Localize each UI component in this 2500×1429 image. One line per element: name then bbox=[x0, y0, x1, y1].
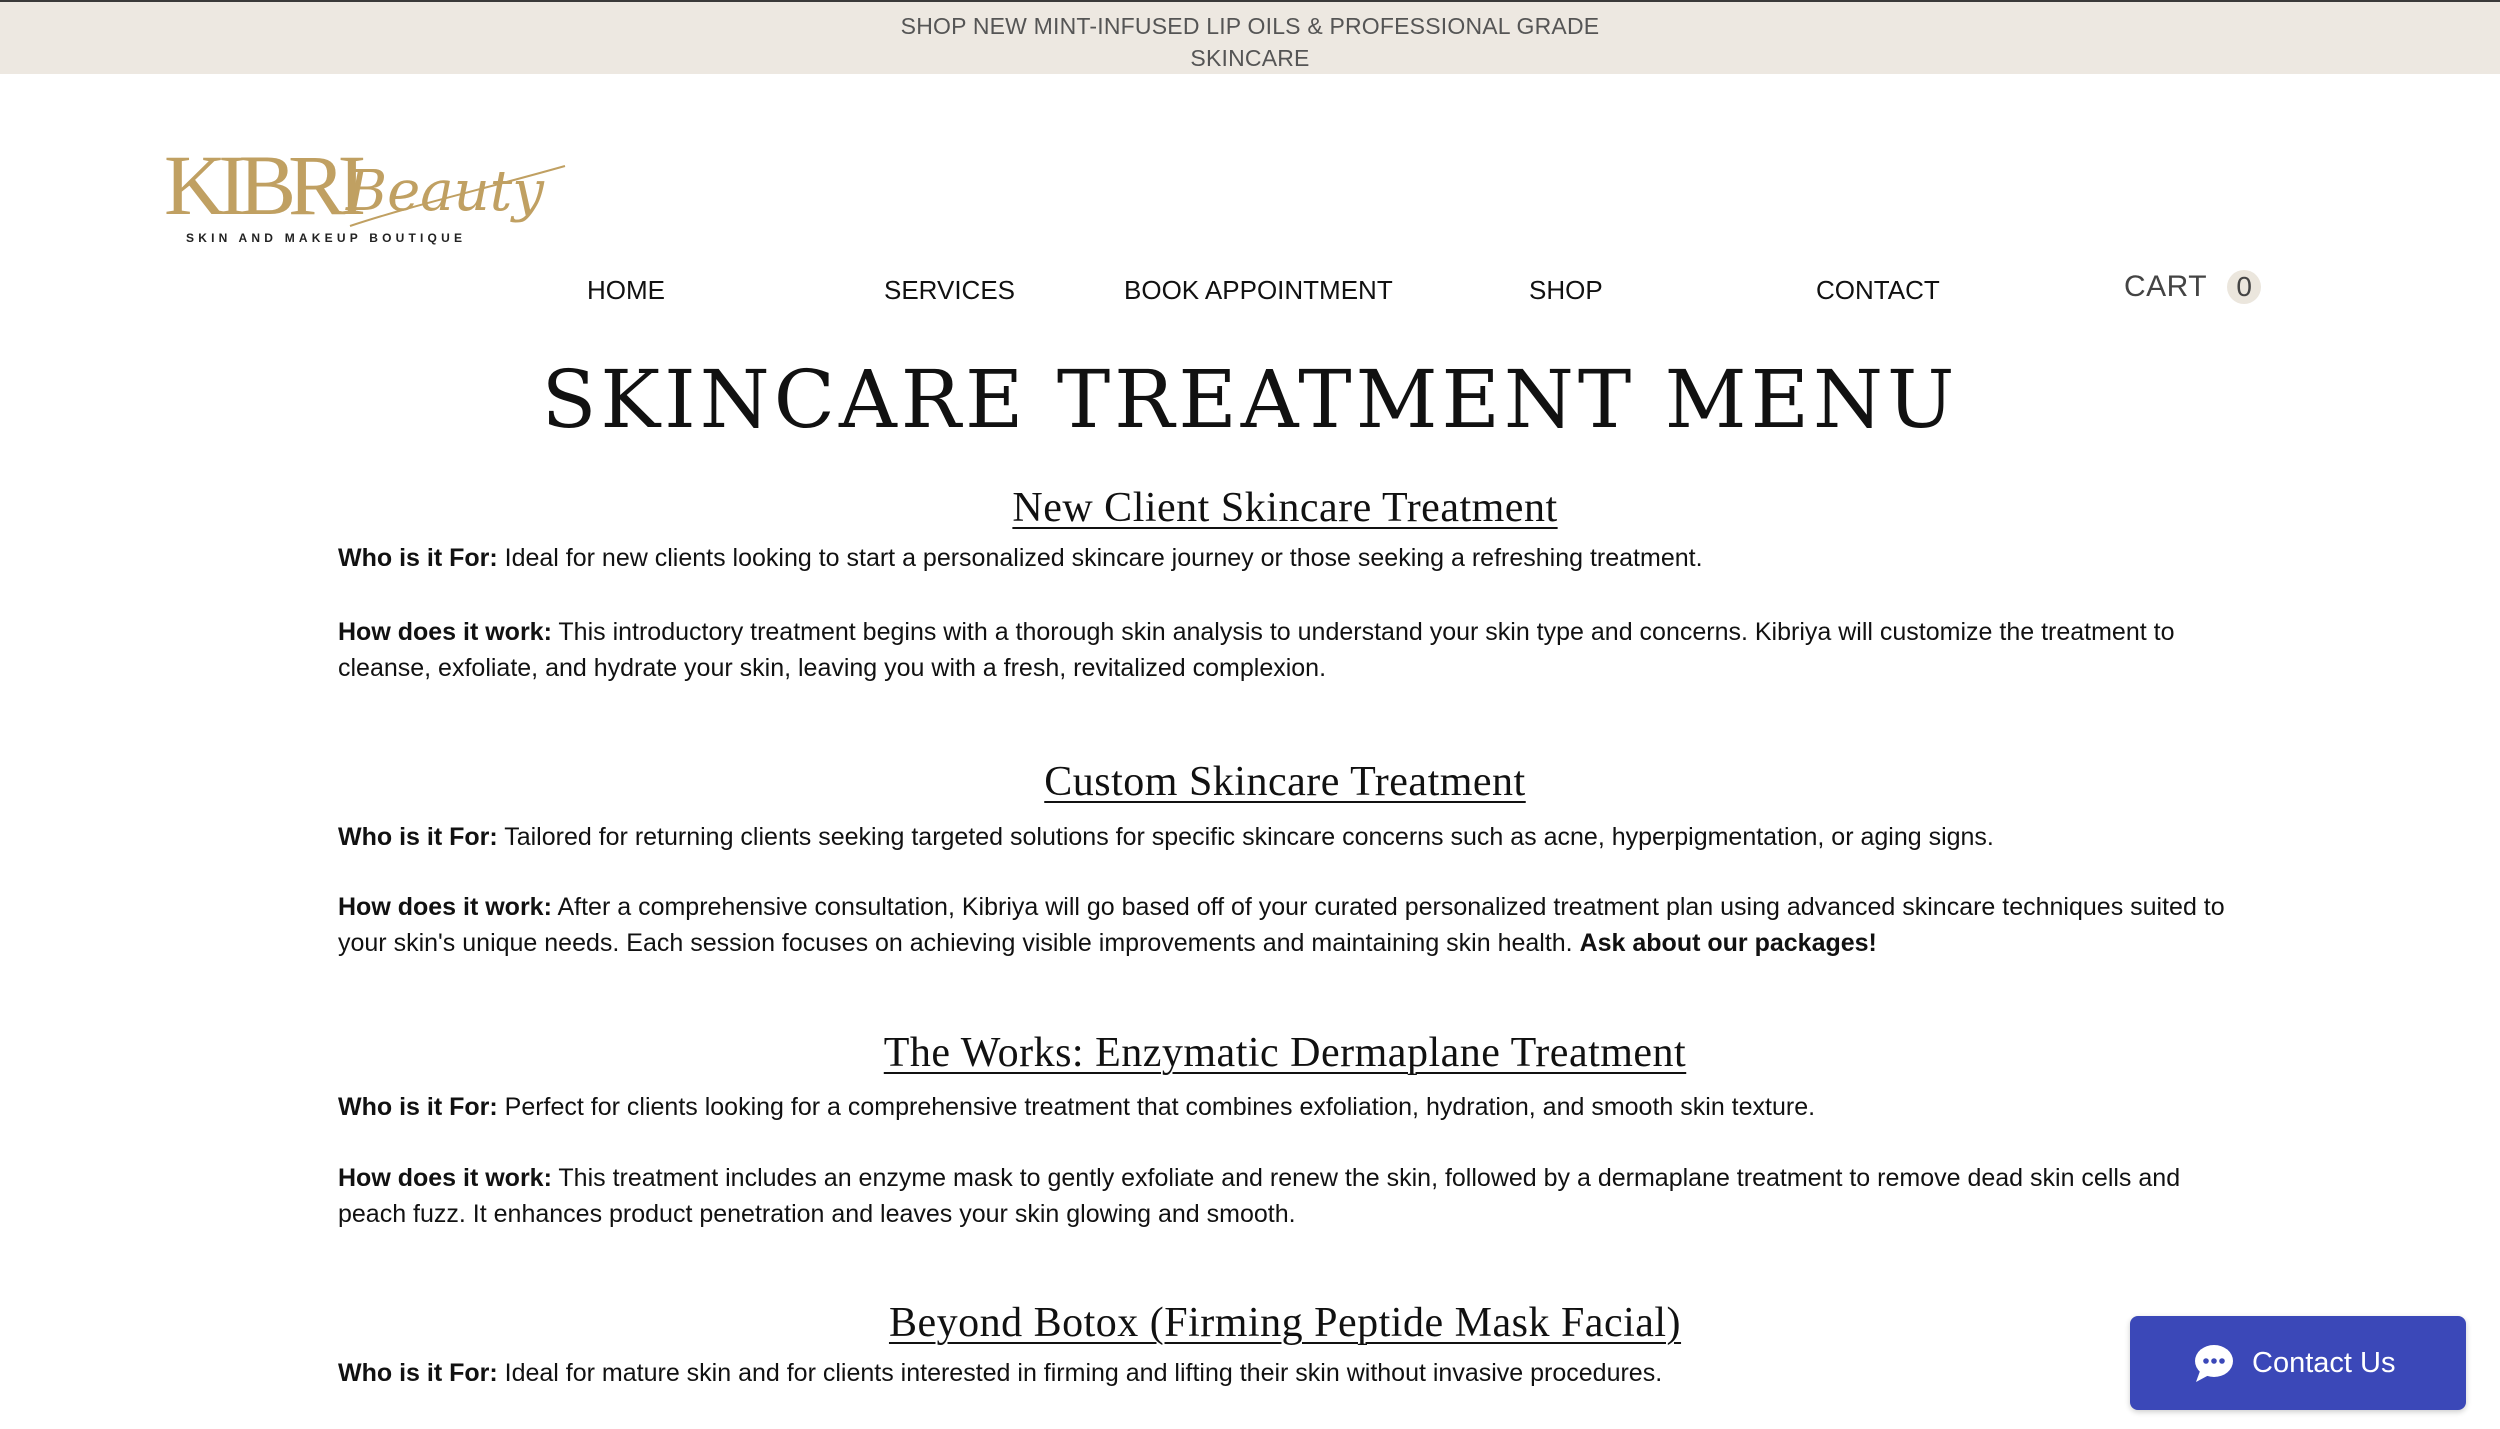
treatment-who-new-client bbox=[338, 540, 2228, 576]
who-label: Who is it For: bbox=[338, 1093, 498, 1121]
who-label: Who is it For: bbox=[338, 823, 498, 851]
chat-bubble-icon bbox=[2192, 1341, 2236, 1385]
contact-us-chat-button[interactable] bbox=[2130, 1316, 2466, 1410]
nav-services[interactable]: SERVICES bbox=[884, 275, 1016, 305]
who-label: Who is it For: bbox=[338, 544, 498, 572]
packages-callout: Ask about our packages! bbox=[1579, 929, 1877, 957]
treatment-how-custom bbox=[338, 889, 2228, 961]
logo-brand-main: KIBRI bbox=[164, 137, 359, 233]
announcement-line-1: SHOP NEW MINT-INFUSED LIP OILS & PROFESSIONAL GRADE bbox=[900, 13, 1600, 39]
nav-home[interactable]: HOME bbox=[587, 275, 665, 305]
who-text: Ideal for mature skin and for clients interested in firming and lifting their skin without invasive procedures. bbox=[497, 1359, 1663, 1387]
who-text: Perfect for clients looking for a comprehensive treatment that combines exfoliation, hydration, and smooth skin texture. bbox=[497, 1093, 1816, 1121]
cart-button[interactable] bbox=[2124, 266, 2261, 308]
brand-logo[interactable] bbox=[160, 130, 580, 250]
treatment-who-the-works bbox=[338, 1089, 2228, 1125]
who-label: Who is it For: bbox=[338, 1359, 498, 1387]
how-text: This introductory treatment begins with a thorough skin analysis to understand your skin type and concerns. Kibriya will customize the treatment to cleanse, exfoliate, and hydrate your skin, leaving you with a fresh, revitalized complexion. bbox=[338, 618, 2175, 682]
announcement-bar[interactable] bbox=[0, 0, 2500, 74]
who-text: Tailored for returning clients seeking targeted solutions for specific skincare concerns such as acne, hyperpigmentation, or aging signs. bbox=[497, 823, 1994, 851]
announcement-text[interactable] bbox=[880, 10, 1620, 74]
treatment-who-beyond-botox bbox=[338, 1355, 2228, 1391]
treatment-heading-the-works: The Works: Enzymatic Dermaplane Treatment bbox=[883, 1030, 1687, 1076]
how-label: How does it work: bbox=[338, 618, 552, 646]
nav-book-appointment[interactable]: BOOK APPOINTMENT bbox=[1124, 275, 1393, 305]
treatment-how-the-works bbox=[338, 1160, 2228, 1232]
how-label: How does it work: bbox=[338, 893, 552, 921]
treatment-how-new-client bbox=[338, 614, 2228, 686]
logo-tagline: SKIN AND MAKEUP BOUTIQUE bbox=[186, 231, 467, 245]
how-text: This treatment includes an enzyme mask to gently exfoliate and renew the skin, followed by a dermaplane treatment to remove dead skin cells and peach fuzz. It enhances product penetration and leaves your skin glowing and smooth. bbox=[338, 1164, 2181, 1228]
nav-contact[interactable]: CONTACT bbox=[1816, 275, 1940, 305]
treatment-heading-custom: Custom Skincare Treatment bbox=[1044, 759, 1526, 805]
contact-us-label: Contact Us bbox=[2252, 1346, 2396, 1379]
treatment-who-custom bbox=[338, 819, 2228, 855]
treatment-heading-beyond-botox: Beyond Botox (Firming Peptide Mask Facial) bbox=[888, 1300, 1682, 1346]
how-label: How does it work: bbox=[338, 1164, 552, 1192]
nav-shop[interactable]: SHOP bbox=[1529, 275, 1603, 305]
announcement-line-2: SKINCARE bbox=[1190, 45, 1310, 71]
how-text: After a comprehensive consultation, Kibriya will go based off of your curated personalized treatment plan using advanced skincare techniques suited to your skin's unique needs. Each session focuses on achieving visible improvements and maintaining skin health. bbox=[338, 893, 2225, 957]
brand-logo-graphic bbox=[160, 130, 580, 250]
who-text: Ideal for new clients looking to start a personalized skincare journey or those seeking a refreshing treatment. bbox=[497, 544, 1703, 572]
page-title: SKINCARE TREATMENT MENU bbox=[541, 353, 1959, 446]
treatment-heading-new-client: New Client Skincare Treatment bbox=[1012, 485, 1558, 531]
logo-brand-script: Beauty bbox=[346, 159, 544, 224]
cart-label: CART bbox=[2124, 270, 2208, 303]
cart-count-badge: 0 bbox=[2227, 270, 2261, 304]
